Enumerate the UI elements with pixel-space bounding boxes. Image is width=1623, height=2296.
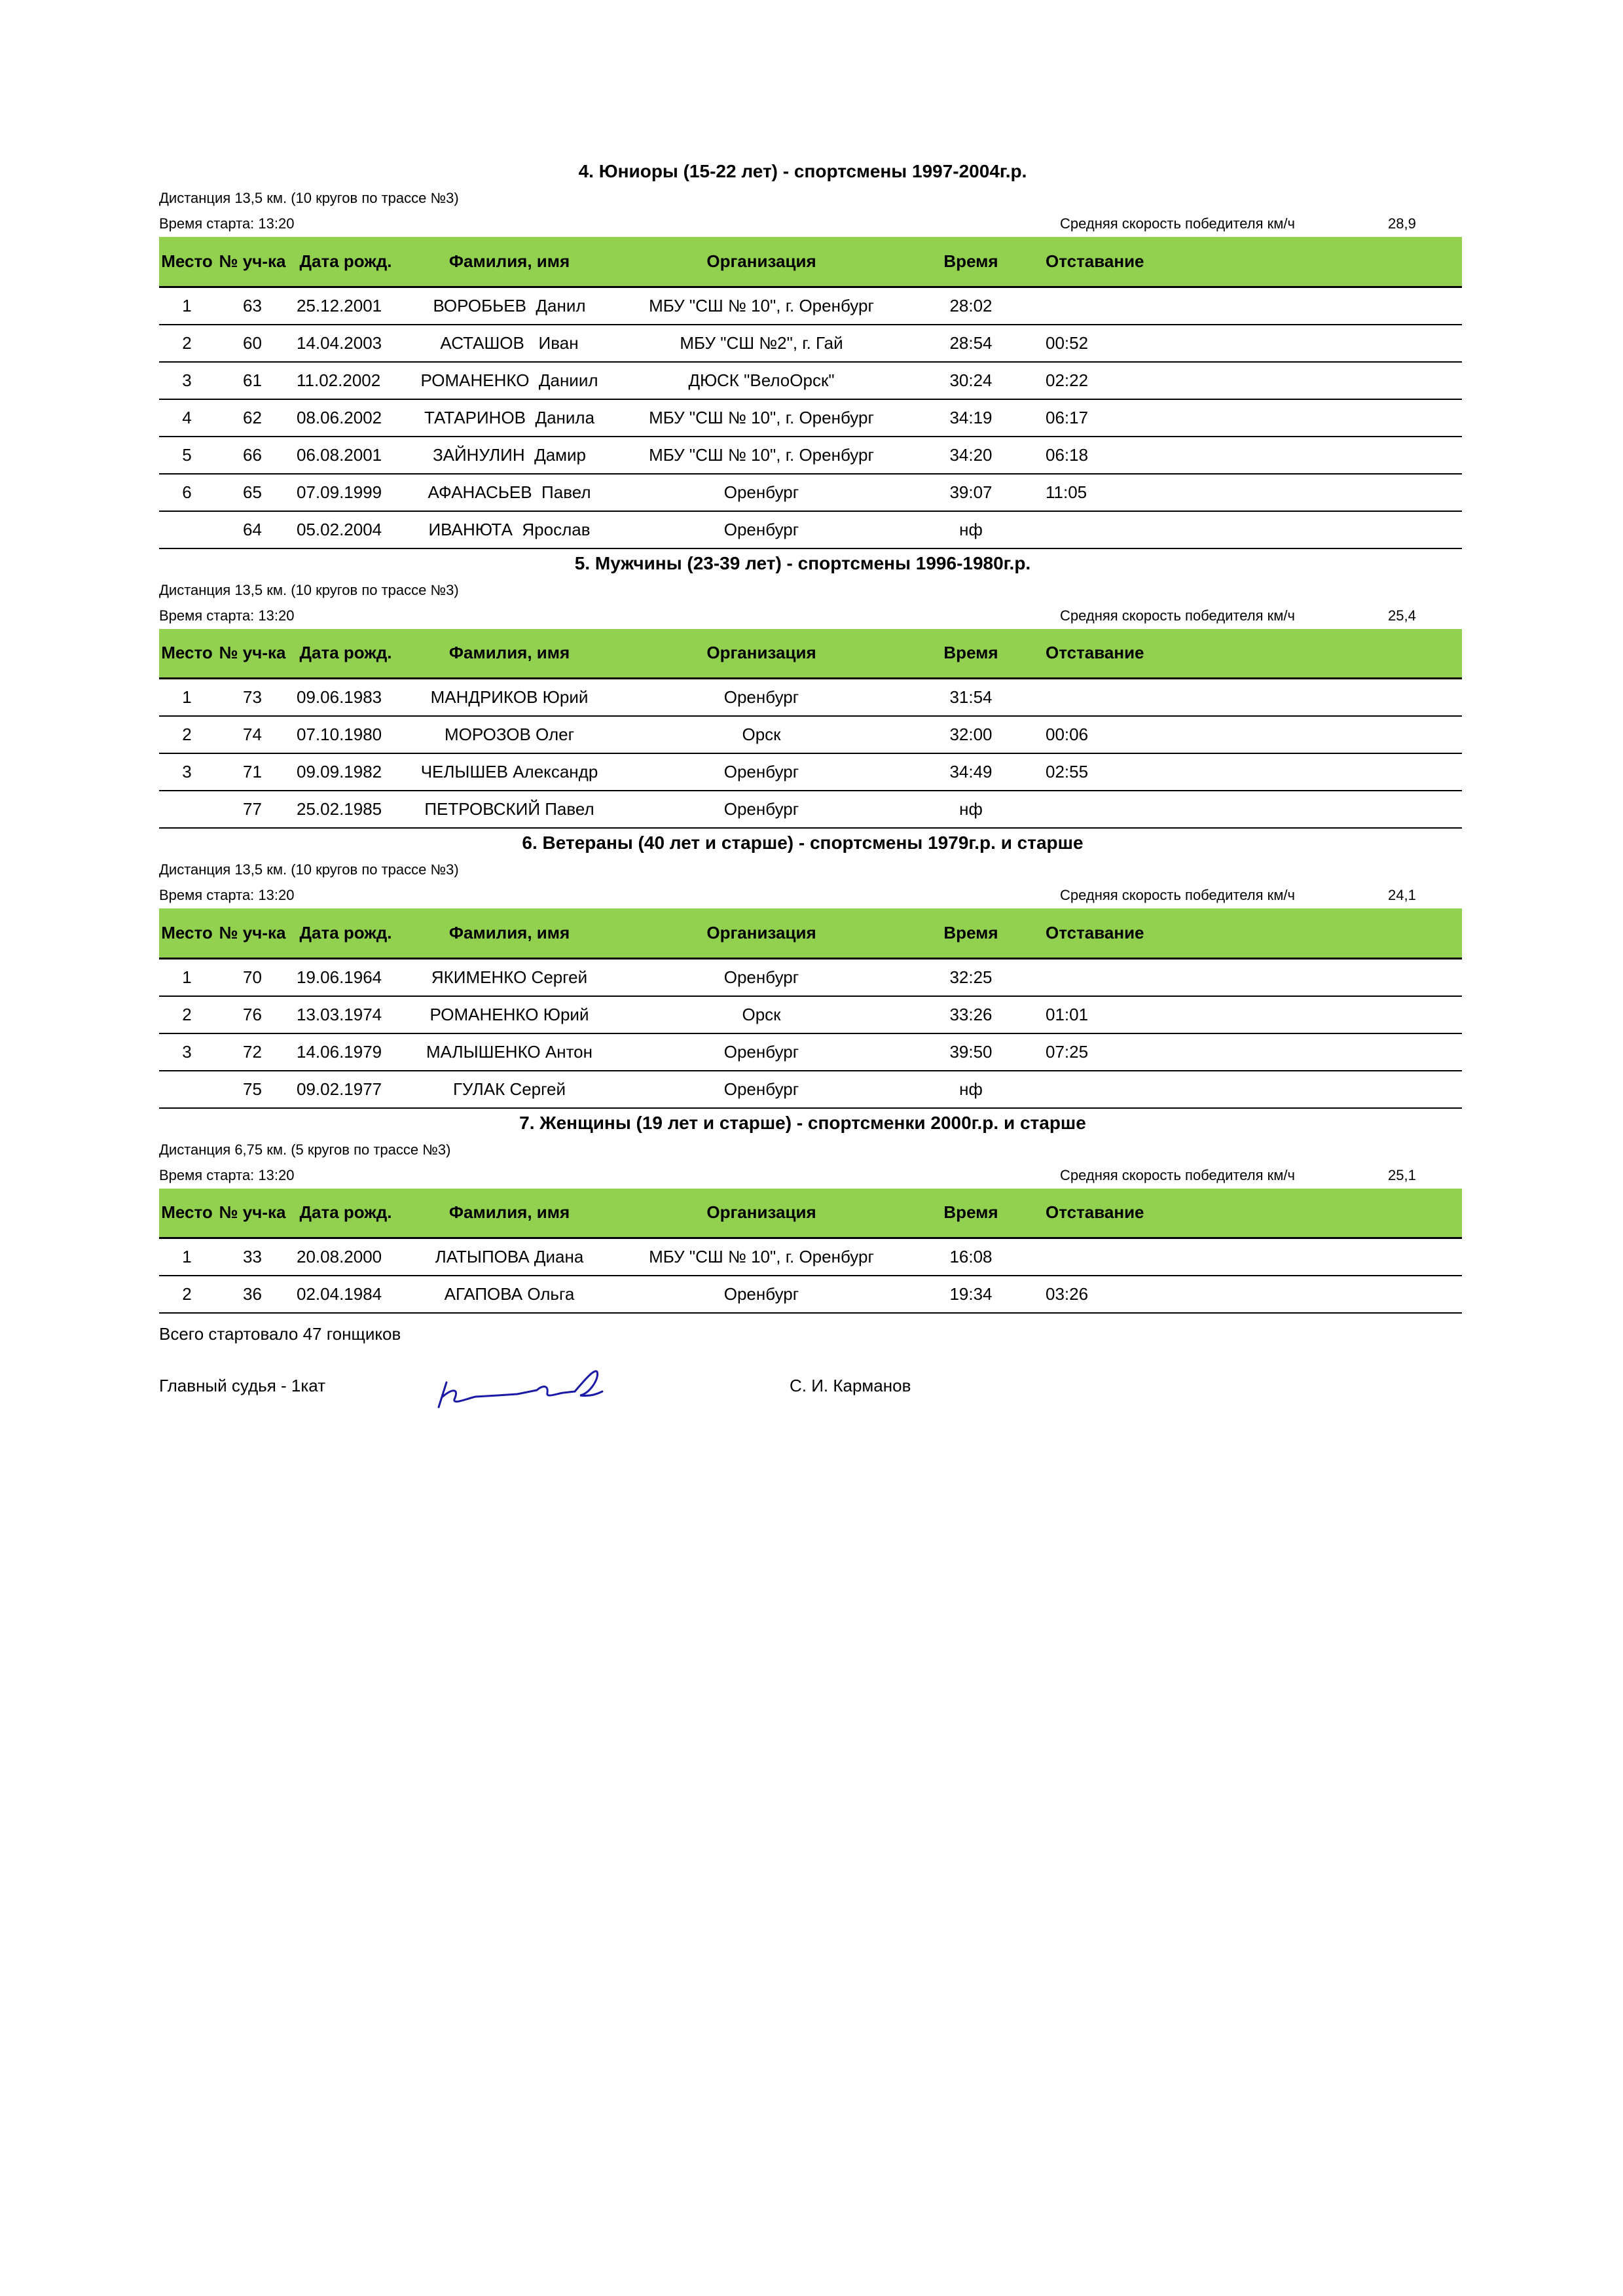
start-time-line [159, 211, 1462, 237]
cell-place: 2 [159, 325, 215, 362]
winner-speed-label: Средняя скорость победителя км/ч [1060, 1166, 1295, 1183]
table-row [159, 437, 1462, 474]
sections-container [159, 157, 1462, 1314]
table-header-row [159, 908, 1462, 958]
cell-time: 39:50 [905, 1033, 1036, 1071]
results-table [159, 908, 1462, 1109]
column-header-spacer [1154, 237, 1462, 287]
cell-organization: Оренбург [617, 1071, 905, 1108]
cell-gap: 02:55 [1036, 753, 1154, 791]
cell-name: ВОРОБЬЕВ Данил [401, 287, 617, 325]
results-section [159, 829, 1462, 1109]
table-header-row [159, 1189, 1462, 1238]
table-row [159, 996, 1462, 1033]
cell-time: 28:02 [905, 287, 1036, 325]
column-header-birth-date: Дата рожд. [290, 1189, 401, 1238]
cell-gap [1036, 511, 1154, 548]
cell-organization: МБУ "СШ № 10", г. Оренбург [617, 1238, 905, 1276]
cell-bib: 61 [215, 362, 290, 399]
results-table [159, 629, 1462, 829]
table-row [159, 753, 1462, 791]
column-header-gap: Отставание [1036, 237, 1154, 287]
start-time: Время старта: 13:20 [159, 887, 295, 903]
cell-place: 4 [159, 399, 215, 437]
cell-name: РОМАНЕНКО Юрий [401, 996, 617, 1033]
column-header-spacer [1154, 908, 1462, 958]
cell-bib: 77 [215, 791, 290, 828]
cell-gap: 00:52 [1036, 325, 1154, 362]
column-header-gap: Отставание [1036, 629, 1154, 679]
winner-speed-label: Средняя скорость победителя км/ч [1060, 215, 1295, 232]
cell-organization: Оренбург [617, 679, 905, 717]
cell-name: ЛАТЫПОВА Диана [401, 1238, 617, 1276]
winner-speed-label: Средняя скорость победителя км/ч [1060, 887, 1295, 903]
cell-bib: 76 [215, 996, 290, 1033]
cell-organization: МБУ "СШ № 10", г. Оренбург [617, 437, 905, 474]
cell-time: 31:54 [905, 679, 1036, 717]
cell-place [159, 511, 215, 548]
table-row [159, 325, 1462, 362]
column-header-birth-date: Дата рожд. [290, 908, 401, 958]
start-time: Время старта: 13:20 [159, 215, 295, 232]
cell-gap: 07:25 [1036, 1033, 1154, 1071]
table-row [159, 1033, 1462, 1071]
cell-name: ПЕТРОВСКИЙ Павел [401, 791, 617, 828]
table-row [159, 679, 1462, 717]
start-time-line [159, 1162, 1462, 1189]
cell-time: нф [905, 1071, 1036, 1108]
cell-name: АСТАШОВ Иван [401, 325, 617, 362]
cell-birth-date: 07.09.1999 [290, 474, 401, 511]
cell-bib: 74 [215, 716, 290, 753]
results-table [159, 237, 1462, 549]
winner-speed-label: Средняя скорость победителя км/ч [1060, 607, 1295, 624]
cell-spacer [1154, 287, 1462, 325]
column-header-bib: № уч-ка [215, 908, 290, 958]
cell-gap [1036, 679, 1154, 717]
cell-bib: 60 [215, 325, 290, 362]
cell-bib: 75 [215, 1071, 290, 1108]
cell-time: 32:00 [905, 716, 1036, 753]
cell-name: РОМАНЕНКО Даниил [401, 362, 617, 399]
table-row [159, 716, 1462, 753]
cell-time: 34:20 [905, 437, 1036, 474]
cell-time: 34:19 [905, 399, 1036, 437]
cell-name: ЯКИМЕНКО Сергей [401, 958, 617, 996]
signature-image [426, 1356, 629, 1422]
column-header-gap: Отставание [1036, 1189, 1154, 1238]
results-section [159, 1109, 1462, 1314]
cell-bib: 66 [215, 437, 290, 474]
cell-spacer [1154, 1033, 1462, 1071]
cell-spacer [1154, 399, 1462, 437]
cell-place: 6 [159, 474, 215, 511]
cell-name: МАЛЫШЕНКО Антон [401, 1033, 617, 1071]
cell-organization: Орск [617, 996, 905, 1033]
cell-gap [1036, 958, 1154, 996]
column-header-organization: Организация [617, 1189, 905, 1238]
cell-time: 19:34 [905, 1276, 1036, 1313]
column-header-time: Время [905, 237, 1036, 287]
cell-organization: Оренбург [617, 511, 905, 548]
distance-info: Дистанция 13,5 км. (10 кругов по трассе №3) [159, 581, 459, 598]
winner-speed-value: 25,1 [1388, 1166, 1416, 1183]
cell-bib: 71 [215, 753, 290, 791]
cell-name: ИВАНЮТА Ярослав [401, 511, 617, 548]
column-header-place: Место [159, 1189, 215, 1238]
cell-organization: Оренбург [617, 753, 905, 791]
results-table [159, 1189, 1462, 1314]
table-row [159, 1238, 1462, 1276]
section-title: 4. Юниоры (15-22 лет) - спортсмены 1997-2004г.р. [578, 161, 1027, 181]
cell-gap [1036, 1071, 1154, 1108]
cell-gap: 01:01 [1036, 996, 1154, 1033]
column-header-time: Время [905, 1189, 1036, 1238]
winner-speed-value: 25,4 [1388, 607, 1416, 624]
cell-place: 1 [159, 287, 215, 325]
start-time-line [159, 882, 1462, 908]
table-row [159, 791, 1462, 828]
winner-speed-value: 28,9 [1388, 215, 1416, 232]
cell-name: МАНДРИКОВ Юрий [401, 679, 617, 717]
column-header-gap: Отставание [1036, 908, 1154, 958]
cell-time: нф [905, 511, 1036, 548]
cell-birth-date: 06.08.2001 [290, 437, 401, 474]
cell-birth-date: 05.02.2004 [290, 511, 401, 548]
table-row [159, 474, 1462, 511]
start-time: Время старта: 13:20 [159, 607, 295, 624]
column-header-name: Фамилия, имя [401, 1189, 617, 1238]
cell-spacer [1154, 791, 1462, 828]
column-header-name: Фамилия, имя [401, 629, 617, 679]
chief-judge-label: Главный судья - 1кат [159, 1376, 326, 1395]
cell-time: 30:24 [905, 362, 1036, 399]
section-title: 5. Мужчины (23-39 лет) - спортсмены 1996-1980г.р. [574, 552, 1031, 573]
table-row [159, 1276, 1462, 1313]
cell-spacer [1154, 437, 1462, 474]
cell-birth-date: 11.02.2002 [290, 362, 401, 399]
cell-place: 3 [159, 1033, 215, 1071]
cell-place: 2 [159, 1276, 215, 1313]
cell-organization: МБУ "СШ №2", г. Гай [617, 325, 905, 362]
cell-birth-date: 20.08.2000 [290, 1238, 401, 1276]
distance-info: Дистанция 6,75 км. (5 кругов по трассе №3) [159, 1141, 451, 1158]
cell-time: 33:26 [905, 996, 1036, 1033]
cell-organization: Оренбург [617, 474, 905, 511]
cell-gap [1036, 1238, 1154, 1276]
column-header-bib: № уч-ка [215, 237, 290, 287]
cell-spacer [1154, 716, 1462, 753]
cell-organization: Оренбург [617, 958, 905, 996]
cell-organization: Оренбург [617, 1033, 905, 1071]
cell-birth-date: 08.06.2002 [290, 399, 401, 437]
column-header-organization: Организация [617, 629, 905, 679]
cell-time: 39:07 [905, 474, 1036, 511]
column-header-place: Место [159, 629, 215, 679]
cell-bib: 72 [215, 1033, 290, 1071]
cell-place [159, 1071, 215, 1108]
table-row [159, 511, 1462, 548]
cell-place: 1 [159, 958, 215, 996]
cell-birth-date: 02.04.1984 [290, 1276, 401, 1313]
cell-spacer [1154, 325, 1462, 362]
results-section [159, 549, 1462, 829]
cell-bib: 65 [215, 474, 290, 511]
cell-spacer [1154, 958, 1462, 996]
table-header-row [159, 629, 1462, 679]
cell-birth-date: 25.12.2001 [290, 287, 401, 325]
cell-birth-date: 09.02.1977 [290, 1071, 401, 1108]
cell-gap: 06:18 [1036, 437, 1154, 474]
total-started: Всего стартовало 47 гонщиков [159, 1324, 401, 1344]
cell-gap: 06:17 [1036, 399, 1154, 437]
cell-place: 1 [159, 1238, 215, 1276]
chief-judge-name: С. И. Карманов [790, 1376, 911, 1395]
cell-birth-date: 14.06.1979 [290, 1033, 401, 1071]
cell-birth-date: 25.02.1985 [290, 791, 401, 828]
table-row [159, 958, 1462, 996]
cell-gap [1036, 287, 1154, 325]
distance-info: Дистанция 13,5 км. (10 кругов по трассе №3) [159, 190, 459, 206]
winner-speed-value: 24,1 [1388, 887, 1416, 903]
cell-place: 1 [159, 679, 215, 717]
cell-spacer [1154, 1071, 1462, 1108]
cell-name: ЗАЙНУЛИН Дамир [401, 437, 617, 474]
cell-birth-date: 13.03.1974 [290, 996, 401, 1033]
column-header-spacer [1154, 629, 1462, 679]
cell-spacer [1154, 511, 1462, 548]
column-header-organization: Организация [617, 237, 905, 287]
start-time-line [159, 603, 1462, 629]
start-time: Время старта: 13:20 [159, 1166, 295, 1183]
column-header-spacer [1154, 1189, 1462, 1238]
cell-place: 3 [159, 362, 215, 399]
cell-birth-date: 14.04.2003 [290, 325, 401, 362]
cell-place: 3 [159, 753, 215, 791]
cell-birth-date: 09.09.1982 [290, 753, 401, 791]
cell-bib: 33 [215, 1238, 290, 1276]
table-row [159, 1071, 1462, 1108]
cell-time: 28:54 [905, 325, 1036, 362]
column-header-birth-date: Дата рожд. [290, 629, 401, 679]
cell-birth-date: 07.10.1980 [290, 716, 401, 753]
cell-bib: 70 [215, 958, 290, 996]
results-section [159, 157, 1462, 549]
cell-place: 2 [159, 996, 215, 1033]
column-header-bib: № уч-ка [215, 629, 290, 679]
cell-spacer [1154, 1276, 1462, 1313]
cell-spacer [1154, 679, 1462, 717]
cell-name: МОРОЗОВ Олег [401, 716, 617, 753]
column-header-place: Место [159, 908, 215, 958]
cell-bib: 64 [215, 511, 290, 548]
table-row [159, 287, 1462, 325]
cell-bib: 62 [215, 399, 290, 437]
cell-name: АГАПОВА Ольга [401, 1276, 617, 1313]
cell-gap: 02:22 [1036, 362, 1154, 399]
cell-bib: 73 [215, 679, 290, 717]
cell-time: 34:49 [905, 753, 1036, 791]
cell-gap: 11:05 [1036, 474, 1154, 511]
distance-info: Дистанция 13,5 км. (10 кругов по трассе №3) [159, 861, 459, 878]
table-header-row [159, 237, 1462, 287]
column-header-birth-date: Дата рожд. [290, 237, 401, 287]
cell-gap: 00:06 [1036, 716, 1154, 753]
cell-birth-date: 19.06.1964 [290, 958, 401, 996]
cell-place [159, 791, 215, 828]
cell-place: 2 [159, 716, 215, 753]
cell-spacer [1154, 1238, 1462, 1276]
column-header-name: Фамилия, имя [401, 237, 617, 287]
section-title: 6. Ветераны (40 лет и старше) - спортсмены 1979г.р. и старше [522, 833, 1084, 853]
cell-organization: Оренбург [617, 791, 905, 828]
cell-time: 32:25 [905, 958, 1036, 996]
cell-spacer [1154, 996, 1462, 1033]
cell-organization: Оренбург [617, 1276, 905, 1313]
cell-name: АФАНАСЬЕВ Павел [401, 474, 617, 511]
section-title: 7. Женщины (19 лет и старше) - спортсменки 2000г.р. и старше [519, 1112, 1086, 1133]
cell-name: ТАТАРИНОВ Данила [401, 399, 617, 437]
cell-place: 5 [159, 437, 215, 474]
table-row [159, 399, 1462, 437]
cell-spacer [1154, 474, 1462, 511]
column-header-bib: № уч-ка [215, 1189, 290, 1238]
cell-name: ЧЕЛЫШЕВ Александр [401, 753, 617, 791]
column-header-time: Время [905, 908, 1036, 958]
cell-organization: Орск [617, 716, 905, 753]
cell-time: 16:08 [905, 1238, 1036, 1276]
cell-bib: 36 [215, 1276, 290, 1313]
cell-spacer [1154, 753, 1462, 791]
cell-gap [1036, 791, 1154, 828]
cell-gap: 03:26 [1036, 1276, 1154, 1313]
cell-organization: ДЮСК "ВелоОрск" [617, 362, 905, 399]
column-header-place: Место [159, 237, 215, 287]
cell-birth-date: 09.06.1983 [290, 679, 401, 717]
column-header-name: Фамилия, имя [401, 908, 617, 958]
column-header-organization: Организация [617, 908, 905, 958]
cell-spacer [1154, 362, 1462, 399]
results-page [159, 157, 1462, 1314]
cell-organization: МБУ "СШ № 10", г. Оренбург [617, 399, 905, 437]
cell-organization: МБУ "СШ № 10", г. Оренбург [617, 287, 905, 325]
cell-time: нф [905, 791, 1036, 828]
cell-name: ГУЛАК Сергей [401, 1071, 617, 1108]
table-row [159, 362, 1462, 399]
cell-bib: 63 [215, 287, 290, 325]
column-header-time: Время [905, 629, 1036, 679]
